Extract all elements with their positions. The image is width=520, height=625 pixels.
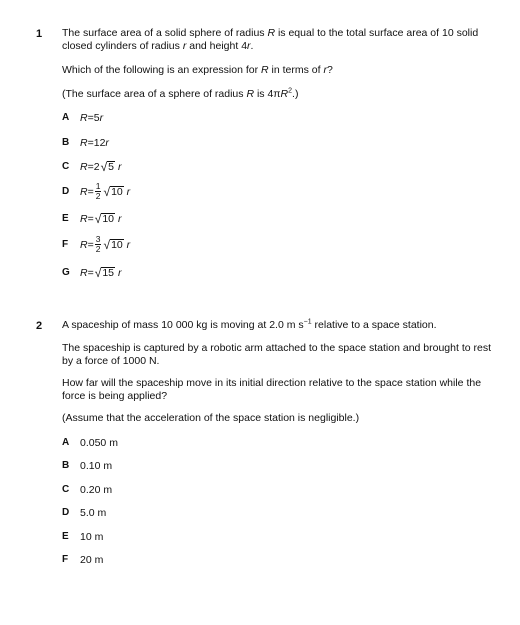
q2-option-c[interactable] [62, 483, 112, 497]
fraction-numerator: 1 [95, 181, 101, 191]
option-letter: D [62, 507, 70, 518]
q1-var-r-height: r [247, 39, 251, 52]
fraction-denominator: 2 [95, 191, 101, 201]
option-equals: = [87, 238, 94, 251]
option-letter: E [62, 531, 69, 542]
option-letter: A [62, 437, 70, 448]
q2-option-b[interactable] [62, 459, 112, 473]
option-letter: F [62, 554, 69, 565]
question-1-stem [62, 27, 494, 52]
q1-stem-part2: is equal to the total surface area of 10 solid closed cylinders of radius [62, 27, 479, 52]
radicand: 10 [102, 213, 115, 225]
option-letter: E [62, 213, 69, 224]
option-variable: r [117, 161, 122, 173]
q1-prompt-part2: in terms of [271, 64, 321, 76]
q1-note-R: R [246, 88, 255, 100]
square-root-sign: √ 10 [94, 212, 115, 226]
q1-stem-part4: . [250, 39, 254, 52]
option-letter: B [62, 460, 70, 471]
option-coefficient: 5 [93, 112, 100, 124]
radicand: 10 [111, 185, 123, 198]
option-equals: = [87, 267, 94, 279]
option-text: 0.050 m [80, 437, 118, 449]
q1-note-part3: .) [292, 88, 299, 100]
option-equals: = [87, 185, 94, 198]
question-2-paragraph-2: The spaceship is captured by a robotic arm attached to the space station and brought to rest by a force of 1000 N. [62, 342, 492, 367]
radicand: 15 [102, 267, 115, 279]
q1-note-superscript: 2 [288, 87, 293, 95]
q2-option-f[interactable] [62, 553, 103, 567]
q1-prompt-r: r [323, 64, 327, 76]
option-letter: C [62, 161, 70, 172]
q1-option-a[interactable] [62, 111, 103, 125]
question-2-stem [62, 319, 494, 332]
option-equals: = [87, 137, 94, 149]
square-root-sign: √ 5 [100, 160, 115, 174]
option-coefficient: 2 [93, 161, 100, 173]
q2-stem-part2: relative to a space station. [311, 319, 437, 331]
q1-note-part2: is 4π [256, 88, 281, 100]
q1-var-R: R [267, 27, 276, 39]
option-letter: F [62, 238, 69, 250]
q1-prompt-part1: Which of the following is an expression for [62, 64, 259, 76]
question-2-number: 2 [36, 320, 43, 332]
option-variable: r [126, 185, 131, 198]
option-letter: G [62, 267, 70, 278]
option-letter: B [62, 137, 70, 148]
option-text: 10 m [80, 531, 104, 543]
option-variable: r [117, 213, 122, 225]
q1-option-d[interactable] [62, 182, 130, 201]
question-1-note [62, 88, 494, 101]
option-variable: r [117, 267, 122, 279]
option-equals: = [87, 213, 94, 225]
radicand: 10 [111, 238, 123, 251]
q1-option-e[interactable] [62, 212, 121, 226]
option-variable: r [99, 112, 104, 124]
option-equals: = [87, 161, 94, 173]
square-root-sign: √ 15 [94, 266, 115, 280]
q2-option-d[interactable] [62, 506, 106, 520]
q2-option-a[interactable] [62, 436, 118, 450]
radicand: 5 [108, 161, 115, 173]
q2-stem-superscript: −1 [303, 318, 312, 326]
q1-note-R2: R [280, 88, 289, 100]
fraction-numerator: 3 [95, 234, 101, 244]
option-letter: D [62, 185, 70, 197]
fraction [95, 182, 102, 201]
option-lhs: R [80, 137, 88, 149]
q1-option-b[interactable] [62, 136, 109, 150]
option-lhs: R [80, 112, 88, 124]
question-2-question: How far will the spaceship move in its initial direction relative to the space station while the force is being applied? [62, 377, 482, 402]
q1-note-part1: (The surface area of a sphere of radius [62, 88, 244, 100]
question-2-assumption: (Assume that the acceleration of the space station is negligible.) [62, 412, 360, 424]
option-lhs: R [80, 213, 88, 225]
q2-option-e[interactable] [62, 530, 103, 544]
fraction-denominator: 2 [95, 244, 101, 254]
option-lhs: R [80, 161, 88, 173]
q1-prompt-part3: ? [326, 64, 333, 76]
option-text: 5.0 m [80, 507, 107, 519]
option-text: 0.20 m [80, 484, 113, 496]
q1-stem-part3: and height 4 [189, 39, 248, 52]
option-lhs: R [80, 238, 88, 251]
question-1-prompt [62, 64, 494, 77]
option-letter: A [62, 112, 70, 123]
q1-prompt-R: R [261, 64, 269, 76]
q2-stem-part1: A spaceship of mass 10 000 kg is moving at 2.0 m s [62, 319, 304, 331]
q1-stem-part1: The surface area of a solid sphere of radius [62, 27, 265, 39]
option-equals: = [87, 112, 94, 124]
option-variable: r [126, 238, 131, 251]
fraction [95, 235, 102, 254]
question-1-number: 1 [36, 28, 43, 40]
square-root-sign: √ 10 [103, 184, 123, 199]
q1-option-g[interactable] [62, 266, 121, 280]
option-variable: r [105, 137, 109, 149]
q1-option-c[interactable] [62, 160, 121, 174]
option-text: 20 m [80, 554, 104, 566]
option-letter: C [62, 484, 70, 495]
option-lhs: R [80, 267, 88, 279]
option-lhs: R [80, 185, 88, 198]
option-text: 0.10 m [80, 460, 113, 472]
option-coefficient: 12 [93, 137, 106, 149]
q1-option-f[interactable] [62, 235, 130, 254]
square-root-sign: √ 10 [103, 237, 123, 252]
q1-var-r: r [182, 39, 187, 52]
